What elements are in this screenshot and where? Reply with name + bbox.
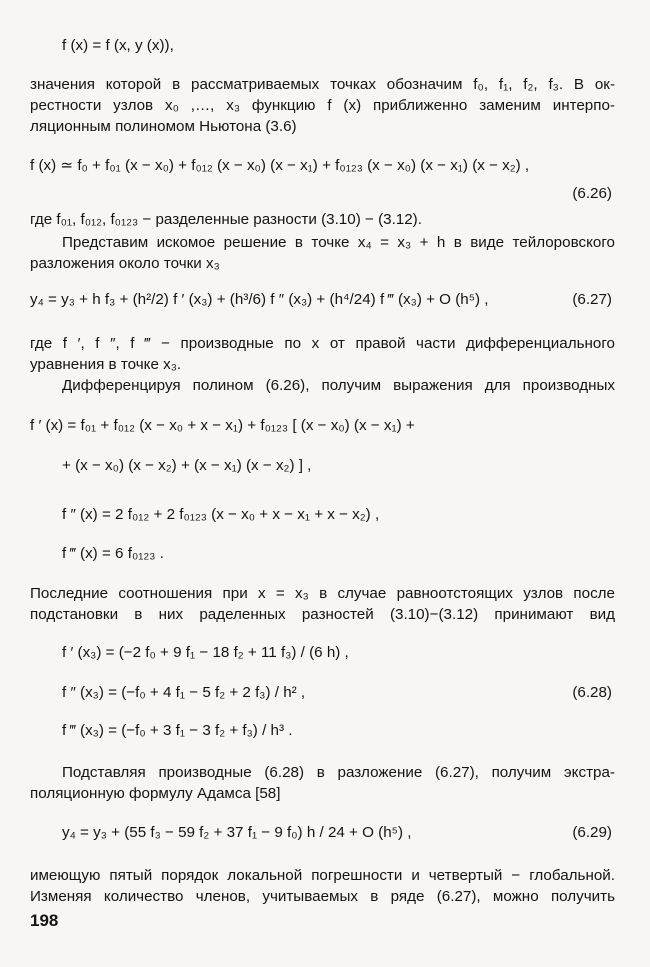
paragraph-line: Подставляя производные (6.28) в разложение (6.27), получим экстра- <box>62 764 615 781</box>
equation-first-derivative-continued: + (x − x₀) (x − x₂) + (x − x₁) (x − x₂) ] , <box>62 457 312 474</box>
equation-f1-at-x3: f ′ (x₃) = (−2 f₀ + 9 f₁ − 18 f₂ + 11 f₃) / (6 h) , <box>62 644 349 661</box>
equation-f-x-definition: f (x) = f (x, y (x)), <box>62 37 174 54</box>
page-number: 198 <box>30 911 59 930</box>
paragraph-line: Дифференцируя полином (6.26), получим выражения для производных <box>62 377 615 394</box>
equation-number-6-26: (6.26) <box>572 185 612 202</box>
equation-third-derivative: f ‴ (x) = 6 f₀₁₂₃ . <box>62 545 164 562</box>
equation-number-6-29: (6.29) <box>572 824 612 841</box>
equation-f2-at-x3: f ″ (x₃) = (−f₀ + 4 f₁ − 5 f₂ + 2 f₃) / h² , <box>62 684 306 701</box>
paragraph-line: значения которой в рассматриваемых точках обозначим f₀, f₁, f₂, f₃. В ок- <box>30 76 615 93</box>
equation-f3-at-x3: f ‴ (x₃) = (−f₀ + 3 f₁ − 3 f₂ + f₃) / h³ . <box>62 722 293 739</box>
equation-second-derivative: f ″ (x) = 2 f₀₁₂ + 2 f₀₁₂₃ (x − x₀ + x − x₁ + x − x₂) , <box>62 506 380 523</box>
paragraph-line: где f ′, f ″, f ‴ − производные по x от правой части дифференциального <box>30 335 615 352</box>
equation-number-6-27: (6.27) <box>572 291 612 308</box>
paragraph-line: Последние соотношения при x = x₃ в случае равноотстоящих узлов после <box>30 585 615 602</box>
paragraph-line: рестности узлов x₀ ,…, x₃ функцию f (x) приближенно заменим интерпо- <box>30 97 615 114</box>
paragraph-line: Изменяя количество членов, учитываемых в ряде (6.27), можно получить <box>30 888 615 905</box>
paragraph-line: где f₀₁, f₀₁₂, f₀₁₂₃ − разделенные разности (3.10) − (3.12). <box>30 211 422 228</box>
equation-adams-formula: y₄ = y₃ + (55 f₃ − 59 f₂ + 37 f₁ − 9 f₀) h / 24 + O (h⁵) , <box>62 824 412 841</box>
paragraph-line: имеющую пятый порядок локальной погрешности и четвертый − глобальной. <box>30 867 615 884</box>
paragraph-line: ляционным полиномом Ньютона (3.6) <box>30 118 297 135</box>
paragraph-line: уравнения в точке x₃. <box>30 356 182 373</box>
equation-number-6-28: (6.28) <box>572 684 612 701</box>
equation-taylor-expansion: y₄ = y₃ + h f₃ + (h²/2) f ′ (x₃) + (h³/6) f ″ (x₃) + (h⁴/24) f ‴ (x₃) + O (h⁵) , <box>30 291 489 308</box>
paragraph-line: Представим искомое решение в точке x₄ = x₃ + h в виде тейлоровского <box>62 234 615 251</box>
paragraph-line: поляционную формулу Адамса [58] <box>30 785 281 802</box>
equation-first-derivative: f ′ (x) = f₀₁ + f₀₁₂ (x − x₀ + x − x₁) + f₀₁₂₃ [ (x − x₀) (x − x₁) + <box>30 417 415 434</box>
paragraph-line: разложения около точки x₃ <box>30 255 220 272</box>
paragraph-line: подстановки в них раделенных разностей (3.10)−(3.12) принимают вид <box>30 606 615 623</box>
equation-newton-polynomial: f (x) ≃ f₀ + f₀₁ (x − x₀) + f₀₁₂ (x − x₀) (x − x₁) + f₀₁₂₃ (x − x₀) (x − x₁) (x − x₂) , <box>30 157 530 174</box>
